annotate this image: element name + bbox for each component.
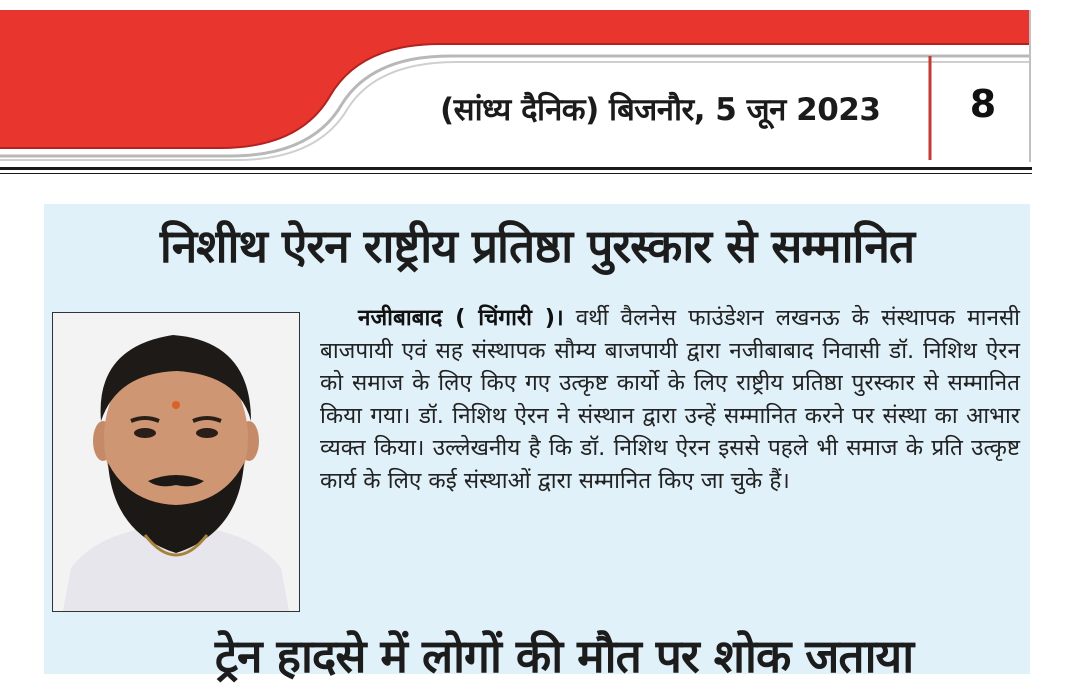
portrait-illustration <box>53 313 299 611</box>
divider-rule-thin <box>0 173 1032 174</box>
masthead-dateline: (सांध्य दैनिक) बिजनौर, 5 जून 2023 <box>440 92 881 128</box>
masthead-graphic <box>0 10 1034 162</box>
article-headline: निशीथ ऐरन राष्ट्रीय प्रतिष्ठा पुरस्कार से सम्मानित <box>159 219 915 273</box>
news-article <box>44 204 1030 683</box>
page-number: 8 <box>969 82 997 126</box>
article-body <box>320 302 1020 498</box>
article-dateline: नजीबाबाद ( चिंगारी )। <box>358 305 564 331</box>
next-article-headline: ट्रेन हादसे में लोगों की मौत पर शोक जताया <box>214 629 914 683</box>
masthead-banner <box>0 10 1034 162</box>
article-body-text: वर्थी वैलनेस फाउंडेशन लखनऊ के संस्थापक मानसी बाजपायी एवं सह संस्थापक सौम्य बाजपायी द्वारा नजीबाबाद निवासी डॉ. निशिथ ऐरन को समाज के लिए किए गए उत्कृष्ट कार्यो के लिए राष्ट्रीय प्रतिष्ठा पुरस्कार से सम्मानित किया गया। डॉ. निशिथ ऐरन ने संस्थान द्वारा उन्हें सम्मानित करने पर संस्था का आभार व्यक्त किया। उल्लेखनीय है कि डॉ. निशिथ ऐरन इससे पहले भी समाज के प्रति उत्कृष्ट कार्य के लिए कई संस्थाओं द्वारा सम्मानित किए जा चुके हैं। <box>320 305 1020 494</box>
divider-rule <box>0 167 1032 170</box>
person-photo <box>52 312 300 612</box>
